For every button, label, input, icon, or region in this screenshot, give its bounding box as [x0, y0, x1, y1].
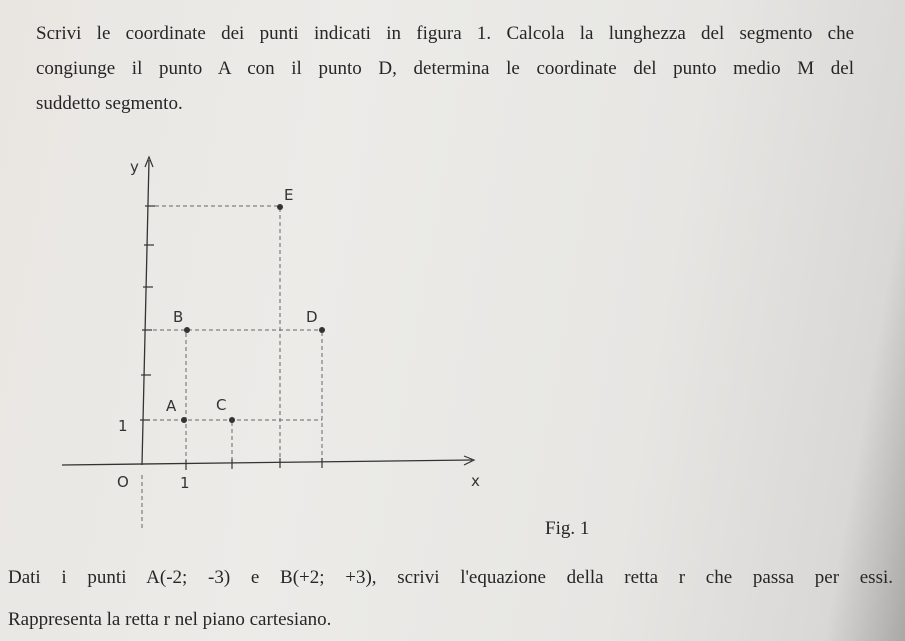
point-c-label: C: [216, 396, 227, 414]
point-e-label: E: [284, 186, 294, 204]
point-e-dot: [277, 204, 283, 210]
y-unit-label: 1: [118, 417, 128, 435]
point-d-dot: [319, 327, 325, 333]
axis-ticks: [140, 206, 322, 470]
point-a-dot: [181, 417, 187, 423]
guide-lines: [142, 206, 322, 530]
point-b-dot: [184, 327, 190, 333]
plotted-points: [181, 204, 325, 423]
x-axis: [62, 460, 472, 465]
point-b-label: B: [173, 308, 184, 326]
intro-line-1: Scrivi le coordinate dei punti indicati in figura 1. Calcola la lunghezza del segmento che: [36, 23, 854, 44]
intro-line-3: suddetto segmento.: [36, 93, 183, 114]
figure-caption: Fig. 1: [545, 518, 590, 539]
point-a-label: A: [166, 397, 177, 415]
problem-plot-line: Rappresenta la retta r nel piano cartesiano.: [8, 609, 332, 630]
point-c-dot: [229, 417, 235, 423]
point-d-label: D: [306, 308, 318, 326]
y-axis-label: y: [130, 158, 139, 176]
x-unit-label: 1: [180, 474, 190, 492]
problem-line-equation: Dati i punti A(-2; -3) e B(+2; +3), scrivi l'equazione della retta r che passa per essi.: [8, 567, 893, 588]
intro-line-2: congiunge il punto A con il punto D, determina le coordinate del punto medio M del: [36, 58, 854, 79]
origin-label: O: [117, 473, 129, 491]
x-axis-label: x: [471, 472, 480, 490]
